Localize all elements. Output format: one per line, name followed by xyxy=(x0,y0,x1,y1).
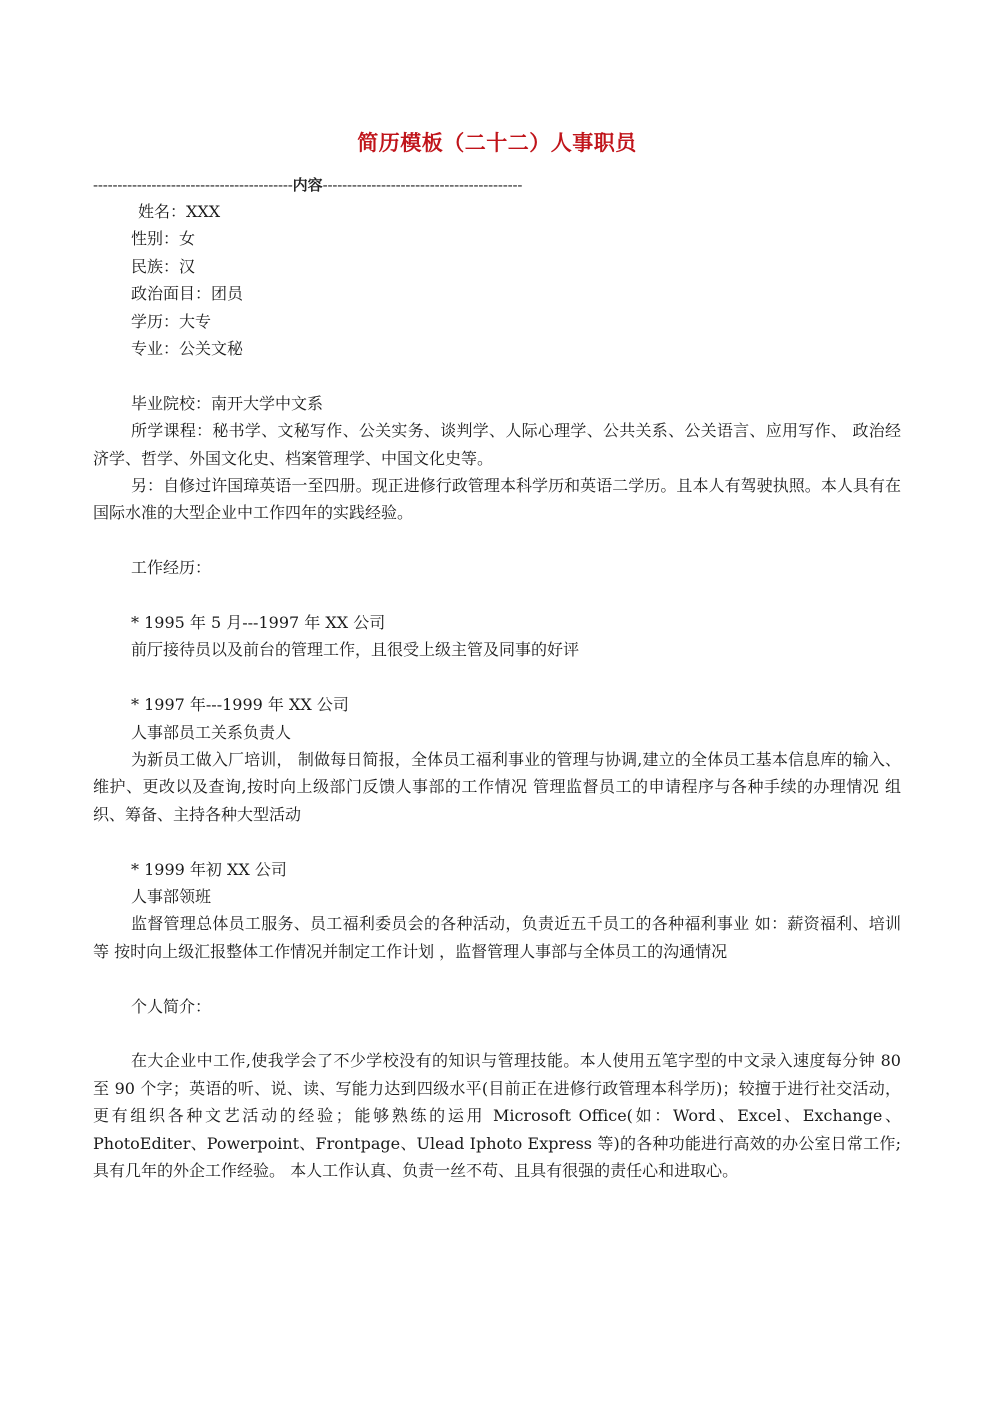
spacer xyxy=(93,582,901,609)
spacer xyxy=(93,664,901,691)
work-heading: 工作经历： xyxy=(131,558,212,578)
job-details: 为新员工做入厂培训， 制做每日简报，全体员工福利事业的管理与协调,建立的全体员工基本信息库的输入、维护、更改以及查询,按时向上级部门反馈人事部的工作情况 管理监督员工的申请程序与各种手续的办理情况 组织、筹备、主持各种大型活动 xyxy=(93,750,901,824)
job-period: * 1999 年初 XX 公司 xyxy=(131,859,287,879)
job-period: * 1997 年---1999 年 XX 公司 xyxy=(131,695,349,715)
spacer xyxy=(93,828,901,855)
divider-right: ----------------------------------------- xyxy=(322,176,523,194)
info-education: 学历：大专 xyxy=(131,311,212,331)
info-school: 毕业院校：南开大学中文系 xyxy=(131,393,324,413)
job-role: 人事部员工关系负责人 xyxy=(131,722,292,742)
resume-page xyxy=(93,128,901,1185)
spacer xyxy=(93,965,901,992)
job-role: 前厅接待员以及前台的管理工作，且很受上级主管及同事的好评 xyxy=(131,640,580,660)
spacer xyxy=(93,1020,901,1047)
job-role: 人事部领班 xyxy=(131,887,212,907)
document-title: 简历模板（二十二）人事职员 xyxy=(357,130,637,155)
job-details: 监督管理总体员工服务、员工福利委员会的各种活动，负责近五千员工的各种福利事业 如：薪资福利、培训等 按时向上级汇报整体工作情况并制定工作计划 ，监督管理人事部与全体员工的沟通情况 xyxy=(93,914,901,961)
info-name: 姓名：XXX xyxy=(138,202,221,221)
info-ethnicity: 民族：汉 xyxy=(131,256,196,276)
spacer xyxy=(93,362,901,389)
spacer xyxy=(93,527,901,554)
content-divider xyxy=(93,172,901,198)
profile-text: 在大企业中工作,使我学会了不少学校没有的知识与管理技能。本人使用五笔字型的中文录入速度每分钟 80 至 90 个字；英语的听、说、读、写能力达到四级水平(目前正在进修行政管理本科学历)；较擅于进行社交活动，更有组织各种文艺活动的经验；能够熟练的运用 Microsoft Office(如：Word、Excel、Exchange、 PhotoEditer、Powerpoint、Frontpage、Ulead Iphoto Express 等)的各种功能进行高效的办公室日常工作;具有几年的外企工作经验。 本人工作认真、负责一丝不苟、且具有很强的责任心和进取心。 xyxy=(93,1051,901,1181)
info-additional: 另：自修过许国璋英语一至四册。现正进修行政管理本科学历和英语二学历。且本人有驾驶执照。本人具有在国际水准的大型企业中工作四年的实践经验。 xyxy=(93,476,901,523)
info-gender: 性别：女 xyxy=(131,229,196,249)
divider-left: ----------------------------------------- xyxy=(93,176,293,194)
info-politics: 政治面目：团员 xyxy=(131,284,244,304)
info-courses: 所学课程：秘书学、文秘写作、公关实务、谈判学、人际心理学、公共关系、公关语言、应用写作、 政治经济学、哲学、外国文化史、档案管理学、中国文化史等。 xyxy=(93,421,901,468)
job-period: * 1995 年 5 月---1997 年 XX 公司 xyxy=(131,613,386,633)
info-major: 专业：公关文秘 xyxy=(131,339,244,359)
profile-heading: 个人简介： xyxy=(131,996,212,1016)
divider-label: 内容 xyxy=(292,176,323,194)
